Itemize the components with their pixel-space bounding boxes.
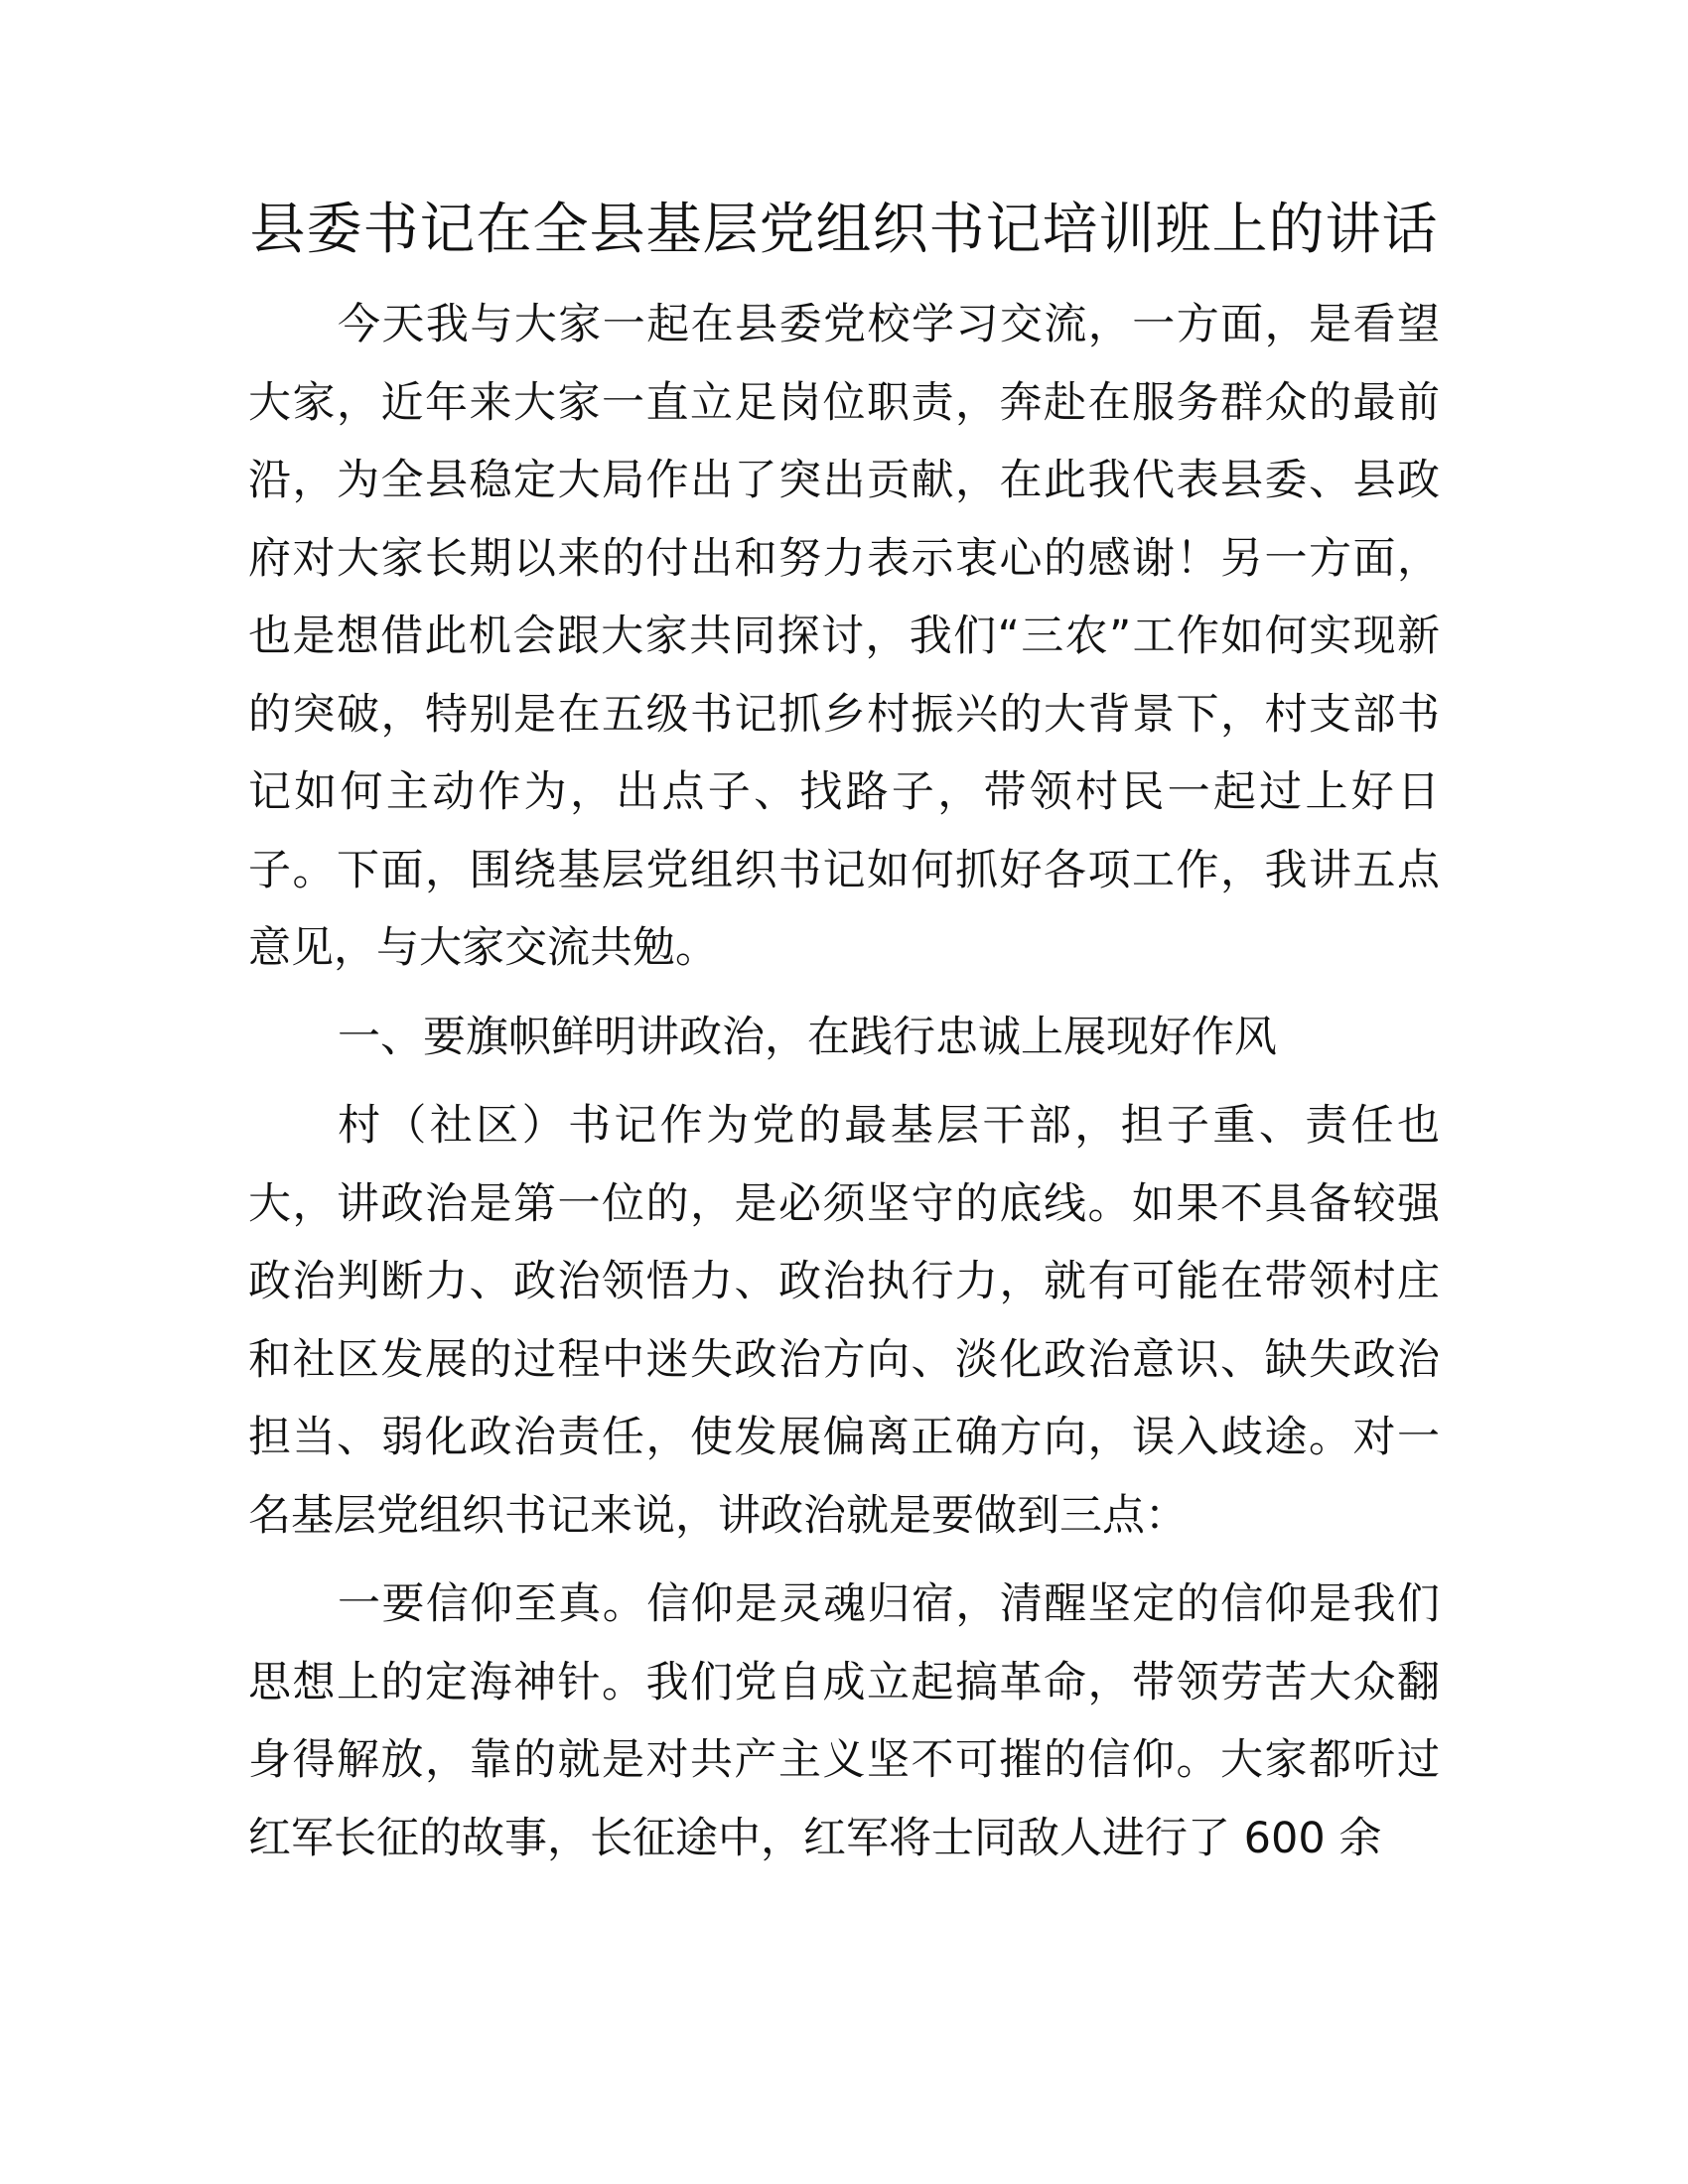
paragraph-politics: 村（社区）书记作为党的最基层干部，担子重、责任也大，讲政治是第一位的，是必须坚守的底线。如果不具备较强政治判断力、政治领悟力、政治执行力，就有可能在带领村庄和社区发展的过程中迷失政治方向、淡化政治意识、缺失政治担当、弱化政治责任，使发展偏离正确方向，误入歧途。对一名基层党组织书记来说，讲政治就是要做到三点：: [248, 1101, 1440, 1541]
document-body: [248, 189, 1440, 1877]
paragraph-belief: 一要信仰至真。信仰是灵魂归宿，清醒坚定的信仰是我们思想上的定海神针。我们党自成立起搞革命，带领劳苦大众翻身得解放，靠的就是对共产主义坚不可摧的信仰。大家都听过红军长征的故事，长征途中，红军将士同敌人进行了 600 余: [248, 1579, 1440, 1863]
section-heading-1: 一、要旗帜鲜明讲政治，在践行忠诚上展现好作风: [338, 1012, 1277, 1062]
paragraph-intro: 今天我与大家一起在县委党校学习交流，一方面，是看望大家，近年来大家一直立足岗位职责，奔赴在服务群众的最前沿，为全县稳定大局作出了突出贡献，在此我代表县委、县政府对大家长期以来的付出和努力表示衷心的感谢！另一方面，也是想借此机会跟大家共同探讨，我们“三农”工作如何实现新的突破，特别是在五级书记抓乡村振兴的大背景下，村支部书记如何主动作为，出点子、找路子，带领村民一起过上好日子。下面，围绕基层党组织书记如何抓好各项工作，我讲五点意见，与大家交流共勉。: [248, 300, 1440, 973]
document-title: 县委书记在全县基层党组织书记培训班上的讲话: [249, 198, 1439, 262]
